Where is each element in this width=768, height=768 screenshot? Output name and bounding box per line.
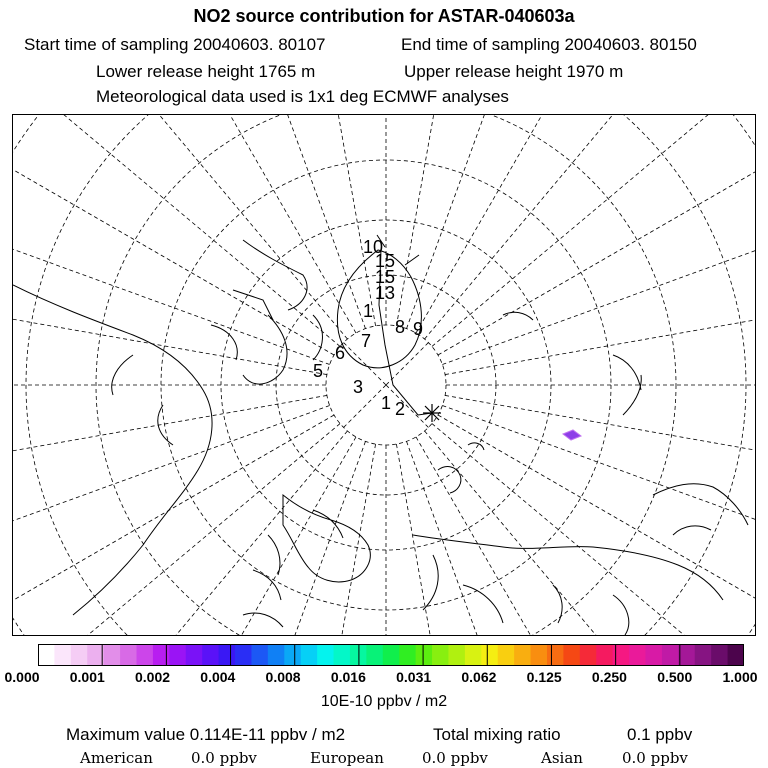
meridian-line — [416, 115, 755, 333]
colorbar-swatch — [531, 644, 548, 666]
meridian-line — [13, 115, 330, 364]
colorbar-swatch — [284, 644, 301, 666]
trajectory-label: 7 — [361, 331, 372, 351]
colorbar-swatch — [186, 644, 203, 666]
colorbar-swatch — [498, 644, 515, 666]
lower-release-height: Lower release height 1765 m — [96, 62, 316, 81]
meridian-line — [445, 395, 755, 541]
european-value: 0.0 ppbv — [422, 749, 488, 767]
meridian-line — [13, 431, 347, 635]
meridian-line — [438, 415, 755, 635]
meridian-line — [396, 444, 542, 635]
meridian-line — [425, 431, 755, 635]
colorbar-tick-label: 0.008 — [265, 669, 301, 685]
colorbar-tick-label: 0.016 — [330, 669, 366, 685]
colorbar — [38, 644, 744, 666]
trajectory-label: 15 — [375, 267, 396, 287]
colorbar-swatch — [678, 644, 695, 666]
latitude-circle — [13, 115, 755, 635]
colorbar-swatch — [268, 644, 285, 666]
colorbar-swatch — [202, 644, 219, 666]
coastline-canadian-arctic — [211, 240, 322, 384]
meridian-line — [445, 229, 755, 375]
colorbar-swatch — [120, 644, 137, 666]
trajectory-label: 2 — [395, 399, 406, 419]
meridian-line — [13, 406, 330, 635]
trajectory-label: 3 — [353, 377, 364, 397]
colorbar-tick-label: 0.500 — [657, 669, 693, 685]
asian-label: Asian — [541, 749, 583, 767]
colorbar-swatch — [301, 644, 318, 666]
meridian-line — [13, 415, 334, 635]
meridian-line — [13, 115, 356, 333]
map-title: NO2 source contribution for ASTAR-040603a — [193, 6, 575, 26]
colorbar-tick-label: 0.002 — [135, 669, 171, 685]
meridian-line — [13, 229, 327, 375]
trajectory-label: 1 — [381, 393, 392, 413]
maximum-value: Maximum value 0.114E-11 ppbv / m2 — [66, 725, 346, 744]
trajectory-label: 6 — [335, 343, 346, 363]
colorbar-tick-label: 0.250 — [591, 669, 627, 685]
american-label: American — [80, 749, 153, 767]
coastline-svalbard — [438, 443, 484, 493]
meridian-line — [407, 115, 694, 329]
european-label: European — [310, 749, 384, 767]
trajectory-label: 13 — [375, 283, 396, 303]
meridian-line — [78, 115, 365, 329]
meridian-line — [230, 444, 376, 635]
total-mixing-ratio-label: Total mixing ratio — [433, 725, 561, 744]
colorbar-swatch — [481, 644, 498, 666]
colorbar-swatch — [596, 644, 613, 666]
colorbar-swatch — [399, 644, 416, 666]
start-time: Start time of sampling 20040603. 80107 — [24, 35, 326, 54]
colorbar-swatch — [695, 644, 712, 666]
meridian-line — [13, 115, 334, 355]
trajectory-label: 5 — [313, 361, 324, 381]
meridian-line-inner — [386, 385, 428, 427]
colorbar-swatch — [465, 644, 482, 666]
coastline-siberia — [413, 535, 723, 635]
colorbar-tick-label: 1.000 — [722, 669, 758, 685]
meridian-line — [230, 115, 376, 326]
max-concentration-cell — [563, 430, 581, 440]
colorbar-swatch — [514, 644, 531, 666]
meridian-line — [13, 395, 327, 541]
meridian-line-inner — [386, 343, 428, 385]
american-value: 0.0 ppbv — [191, 749, 257, 767]
colorbar-swatch — [711, 644, 728, 666]
colorbar-tick-label: 0.062 — [461, 669, 497, 685]
colorbar-swatch — [251, 644, 268, 666]
end-time: End time of sampling 20040603. 80150 — [401, 35, 697, 54]
colorbar-swatch — [580, 644, 597, 666]
colorbar-tick-label: 0.125 — [526, 669, 562, 685]
colorbar-swatch — [153, 644, 170, 666]
colorbar-swatch — [547, 644, 564, 666]
trajectory-label: 1 — [363, 301, 374, 321]
colorbar-swatch — [432, 644, 449, 666]
meridian-line — [425, 115, 755, 339]
meridian-line — [13, 437, 356, 635]
colorbar-swatch — [662, 644, 679, 666]
trajectory-label: 10 — [363, 237, 384, 257]
colorbar-swatch — [416, 644, 433, 666]
colorbar-swatch — [728, 644, 744, 666]
colorbar-unit: 10E-10 ppbv / m2 — [320, 693, 448, 710]
trajectory-label: 8 — [395, 317, 406, 337]
colorbar-tick-label: 0.000 — [4, 669, 40, 685]
trajectory-label: 15 — [375, 251, 396, 271]
colorbar-swatch — [629, 644, 646, 666]
polar-map — [12, 114, 756, 636]
meridian-line — [442, 115, 755, 364]
colorbar-swatch — [645, 644, 662, 666]
coastline-north-america — [13, 285, 212, 615]
colorbar-swatch — [334, 644, 351, 666]
meridian-line — [13, 115, 340, 346]
upper-release-height: Upper release height 1970 m — [404, 62, 624, 81]
colorbar-swatch — [383, 644, 400, 666]
meteorological-data: Meteorological data used is 1x1 deg ECMWF analyses — [96, 87, 509, 106]
colorbar-tick-label: 0.004 — [200, 669, 236, 685]
meridian-line-inner — [344, 385, 386, 427]
colorbar-swatch — [71, 644, 88, 666]
meridian-line — [13, 424, 340, 635]
meridian-line — [432, 424, 755, 635]
colorbar-swatch — [137, 644, 154, 666]
map-canvas — [13, 115, 755, 635]
meridian-line — [442, 406, 755, 635]
colorbar-swatch — [563, 644, 580, 666]
colorbar-swatch — [104, 644, 121, 666]
colorbar-swatch — [235, 644, 252, 666]
meridian-line — [432, 115, 755, 346]
colorbar-swatch — [366, 644, 383, 666]
meridian-line — [416, 437, 755, 635]
total-mixing-ratio-value: 0.1 ppbv — [627, 725, 693, 744]
colorbar-tick-label: 0.001 — [69, 669, 105, 685]
colorbar-swatch — [169, 644, 186, 666]
colorbar-swatch — [317, 644, 334, 666]
colorbar-swatch — [219, 644, 236, 666]
colorbar-tick-label: 0.031 — [396, 669, 432, 685]
meridian-line — [438, 115, 755, 355]
colorbar-swatch — [448, 644, 465, 666]
coastline-far-east — [503, 312, 748, 535]
colorbar-swatch — [87, 644, 104, 666]
asian-value: 0.0 ppbv — [622, 749, 688, 767]
trajectory-label: 9 — [413, 319, 424, 339]
colorbar-swatch — [54, 644, 71, 666]
colorbar-swatch — [38, 644, 55, 666]
